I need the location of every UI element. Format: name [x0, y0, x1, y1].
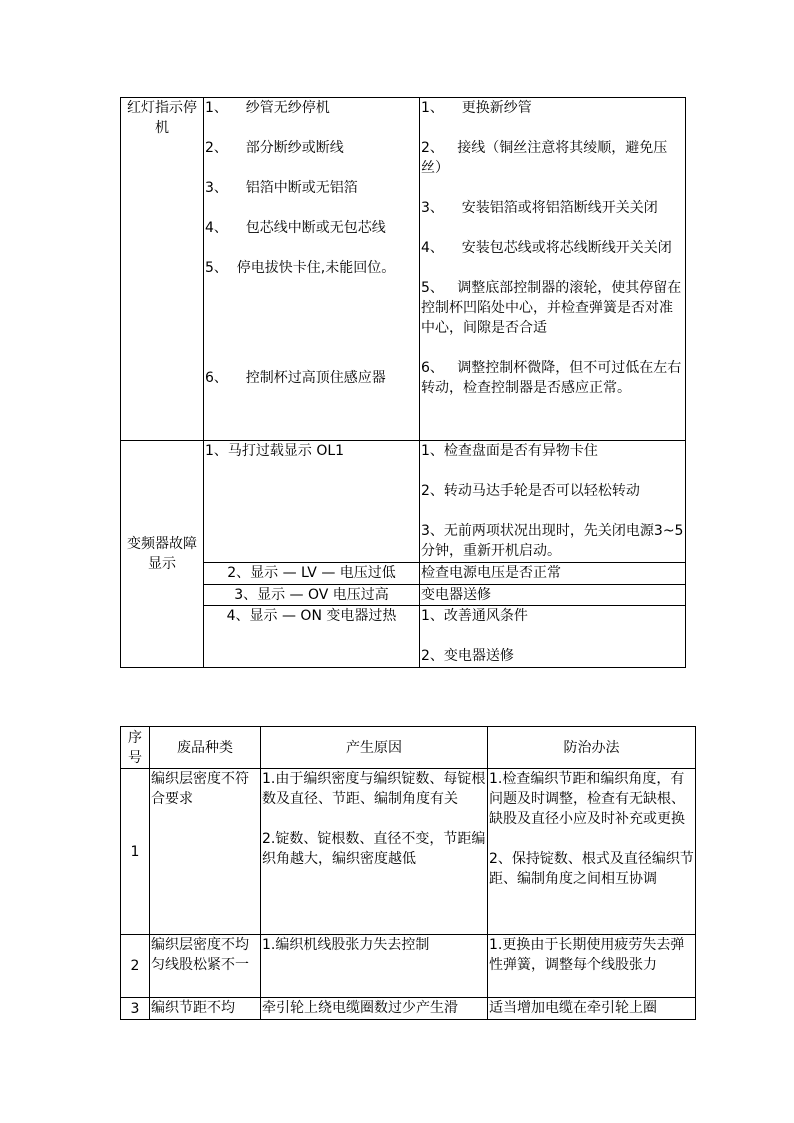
- remedy-item: 适当增加电缆在牵引轮上圈: [489, 1000, 657, 1016]
- remedy-cell: [488, 998, 696, 1020]
- row-number: 2: [121, 935, 150, 998]
- remedy-item: 3、无前两项状况出现时，先关闭电源3~5分钟，重新开机启动。: [421, 523, 684, 559]
- remedy-item: 2、 接线（铜丝注意将其绫顺，避免压丝）: [421, 140, 668, 176]
- remedy-item: 1、 更换新纱管: [421, 100, 532, 116]
- header-cause: 产生原因: [261, 727, 488, 769]
- fault-table: [120, 97, 686, 668]
- remedy-item: 4、 安装包芯线或将芯线断线开关关闭: [421, 240, 672, 256]
- row-number: 3: [121, 998, 150, 1020]
- remedy-item: 检查电源电压是否正常: [421, 565, 561, 581]
- remedy-item: 3、 安装铝箔或将铝箔断线开关关闭: [421, 200, 658, 216]
- cause-cell: [204, 98, 420, 441]
- remedy-item: 5、 调整底部控制器的滚轮，使其停留在控制杯凹陷处中心，并检查弹簧是否对准中心，间隙是否合适: [421, 280, 682, 336]
- remedy-item: 1.更换由于长期使用疲劳失去弹性弹簧，调整每个线股张力: [489, 937, 685, 973]
- cause-item: 4、 包芯线中断或无包芯线: [205, 220, 386, 236]
- row-number: 1: [121, 769, 150, 935]
- remedy-item: 1.检查编织节距和编织角度，有问题及时调整，检查有无缺根、缺股及直径小应及时补充或更换: [489, 771, 685, 827]
- remedy-item: 2、变电器送修: [421, 648, 514, 664]
- header-remedy: 防治办法: [488, 727, 696, 769]
- cause-item: 5、 停电拔快卡住,未能回位。: [205, 260, 396, 276]
- cause-item: 1.编织机线股张力失去控制: [262, 937, 430, 953]
- cause-cell: [204, 441, 420, 563]
- remedy-cell: [420, 585, 686, 606]
- type-cell: 编织节距不均: [150, 998, 261, 1020]
- cause-cell: [204, 585, 420, 606]
- category-label: 红灯指示停机: [127, 100, 197, 136]
- type-cell: 编织层密度不均匀线股松紧不一: [150, 935, 261, 998]
- cause-item: 2、显示 — LV — 电压过低: [227, 565, 396, 581]
- cause-item: 6、 控制杯过高顶住感应器: [205, 370, 386, 386]
- cause-cell: [261, 769, 488, 935]
- remedy-item: 变电器送修: [421, 587, 491, 603]
- remedy-cell: [420, 98, 686, 441]
- cause-item: 1、马打过载显示 OL1: [205, 443, 345, 459]
- remedy-item: 6、 调整控制杯微降，但不可过低在左右转动，检查控制器是否感应正常。: [421, 360, 682, 396]
- cause-item: 3、 铝箔中断或无铝箔: [205, 180, 358, 196]
- header-no: 序号: [121, 727, 150, 769]
- cause-item: 2.锭数、锭根数、直径不变，节距编织角越大，编织密度越低: [262, 831, 486, 867]
- header-type: 废品种类: [150, 727, 261, 769]
- type-cell: 编织层密度不符合要求: [150, 769, 261, 935]
- remedy-item: 1、改善通风条件: [421, 608, 528, 624]
- remedy-item: 2、转动马达手轮是否可以轻松转动: [421, 483, 640, 499]
- cause-item: 1.由于编织密度与编织锭数、每锭根数及直径、节距、编制角度有关: [262, 771, 486, 807]
- remedy-item: 1、检查盘面是否有异物卡住: [421, 443, 598, 459]
- category-cell-inverter: [121, 441, 204, 668]
- cause-item: 1、 纱管无纱停机: [205, 100, 330, 116]
- remedy-cell: [488, 935, 696, 998]
- cause-item: 3、显示 — OV 电压过高: [234, 587, 389, 603]
- cause-cell: [204, 563, 420, 585]
- category-cell-red-light: [121, 98, 204, 441]
- cause-cell: [204, 606, 420, 668]
- defect-table: [120, 726, 696, 1020]
- cause-cell: [261, 998, 488, 1020]
- cause-item: 牵引轮上绕电缆圈数过少产生滑: [262, 1000, 458, 1016]
- remedy-item: 2、保持锭数、根式及直径编织节距、编制角度之间相互协调: [489, 851, 694, 887]
- remedy-cell: [488, 769, 696, 935]
- category-label: 变频器故障显示: [127, 536, 197, 572]
- cause-cell: [261, 935, 488, 998]
- remedy-cell: [420, 563, 686, 585]
- remedy-cell: [420, 606, 686, 668]
- remedy-cell: [420, 441, 686, 563]
- cause-item: 4、显示 — ON 变电器过热: [226, 608, 397, 624]
- cause-item: 2、 部分断纱或断线: [205, 140, 344, 156]
